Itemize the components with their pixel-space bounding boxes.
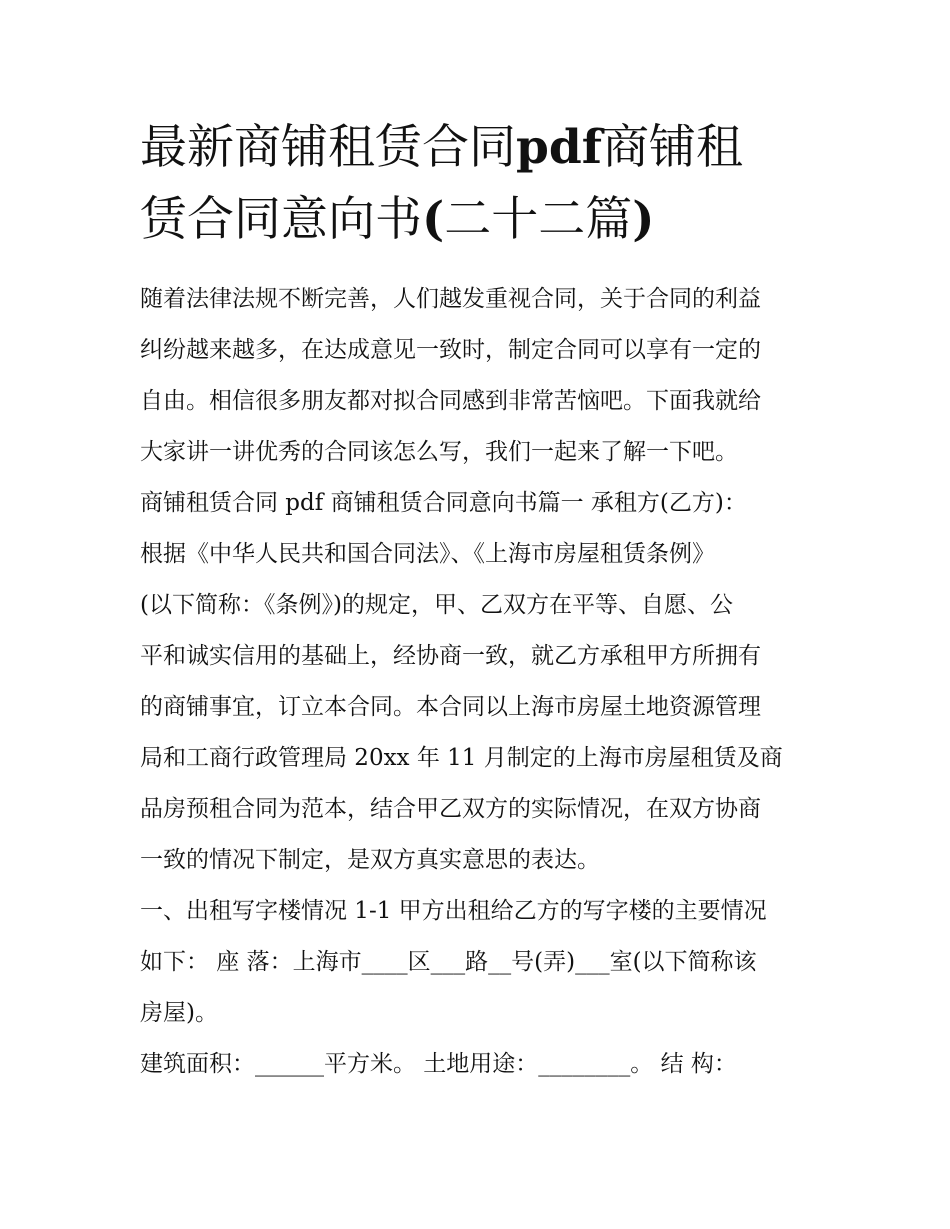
title-text-bold: (	[422, 192, 445, 247]
title-text-bold: pdf	[516, 120, 602, 175]
body-line: 的商铺事宜，订立本合同。本合同以上海市房屋土地资源管理	[140, 694, 761, 720]
body-line: 根据《中华人民共和国合同法》、《上海市房屋租赁条例》	[140, 541, 715, 567]
body-line: 建筑面积：______平方米。 土地用途：________。 结 构：	[140, 1051, 737, 1077]
body-line: 一致的情况下制定，是双方真实意思的表达。	[140, 847, 600, 873]
body-line: 自由。相信很多朋友都对拟合同感到非常苦恼吧。下面我就给	[140, 388, 761, 414]
body-line: 商铺租赁合同 pdf 商铺租赁合同意向书篇一 承租方(乙方)：	[140, 490, 747, 516]
document-title	[140, 112, 820, 256]
body-line: (以下简称：《条例》)的规定，甲、乙双方在平等、自愿、公	[140, 592, 733, 618]
title-text: 商铺租	[601, 120, 743, 175]
body-line: 品房预租合同为范本，结合甲乙双方的实际情况，在双方协商	[140, 796, 761, 822]
title-text-bold: )	[632, 192, 655, 247]
body-line: 纠纷越来越多，在达成意见一致时，制定合同可以享有一定的	[140, 337, 761, 363]
body-line: 平和诚实信用的基础上，经协商一致，就乙方承租甲方所拥有	[140, 643, 761, 669]
body-line: 一、出租写字楼情况 1-1 甲方出租给乙方的写字楼的主要情况	[140, 898, 767, 924]
title-line-1	[140, 112, 820, 184]
body-line: 随着法律法规不断完善，人们越发重视合同，关于合同的利益	[140, 286, 761, 312]
title-text: 二十二篇	[444, 192, 633, 247]
title-line-2	[140, 184, 820, 256]
body-line: 房屋)。	[140, 1000, 218, 1026]
title-text: 最新商铺租赁合同	[140, 120, 516, 175]
body-line: 大家讲一讲优秀的合同该怎么写，我们一起来了解一下吧。	[140, 439, 738, 465]
document-body	[140, 274, 830, 1090]
body-line: 如下： 座 落：上海市____区___路__号(弄)___室(以下简称该	[140, 949, 757, 975]
body-line: 局和工商行政管理局 20xx 年 11 月制定的上海市房屋租赁及商	[140, 745, 783, 771]
title-text: 赁合同意向书	[140, 192, 422, 247]
